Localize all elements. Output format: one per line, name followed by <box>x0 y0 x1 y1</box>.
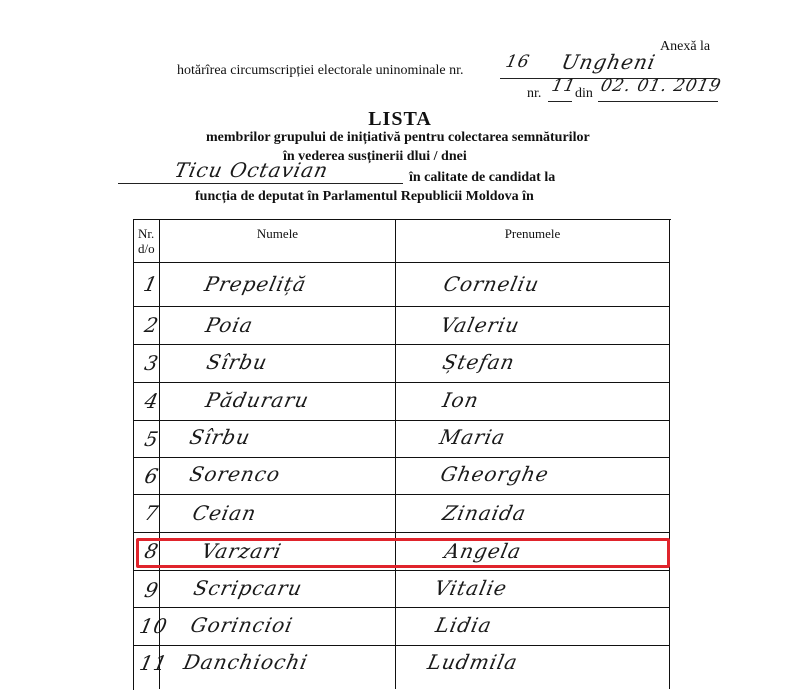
row-number: 10 <box>137 614 171 638</box>
firstname-cell: Angela <box>442 539 524 563</box>
table-row-divider <box>133 494 670 495</box>
circumscription-number: 16 <box>503 52 532 72</box>
row-number: 9 <box>142 578 162 602</box>
table-col-divider <box>669 219 670 689</box>
table-row-divider <box>133 645 670 646</box>
table-row-divider <box>133 607 670 608</box>
highlighted-row-box <box>136 538 670 568</box>
candidate-underline <box>118 183 403 184</box>
row-number: 4 <box>142 389 162 413</box>
row-number: 5 <box>142 427 162 451</box>
table-col-divider <box>395 219 396 689</box>
table-row-divider <box>133 420 670 421</box>
title-line2: în vederea susținerii dlui / dnei <box>283 149 467 164</box>
table-row-divider <box>133 344 670 345</box>
surname-cell: Păduraru <box>203 388 312 412</box>
firstname-cell: Ludmila <box>425 650 521 674</box>
page-title: LISTA <box>368 108 432 130</box>
header-prenumele: Prenumele <box>504 226 561 241</box>
circumscription-name: Ungheni <box>559 50 659 74</box>
firstname-cell: Gheorghe <box>438 462 552 486</box>
title-line3: în calitate de candidat la <box>409 170 556 185</box>
surname-cell: Prepeliță <box>202 272 309 296</box>
title-line4: funcția de deputat în Parlamentul Republicii Moldova în <box>195 189 534 204</box>
firstname-cell: Lidia <box>433 613 495 637</box>
table-row-divider <box>133 570 670 571</box>
surname-cell: Poia <box>203 313 256 337</box>
date-underline <box>598 101 718 102</box>
surname-cell: Sorenco <box>187 462 283 486</box>
surname-cell: Sîrbu <box>204 350 270 374</box>
din-label: din <box>575 86 593 101</box>
candidate-name: Ticu Octavian <box>172 158 331 182</box>
decision-text: hotărîrea circumscripției electorale uninominale nr. <box>177 63 464 78</box>
table-row-divider <box>133 306 670 307</box>
nr-underline <box>548 101 572 102</box>
firstname-cell: Corneliu <box>441 272 542 296</box>
row-number: 7 <box>142 501 162 525</box>
table-row-divider <box>133 262 670 263</box>
row-number: 2 <box>142 313 162 337</box>
firstname-cell: Valeriu <box>438 313 523 337</box>
surname-cell: Sîrbu <box>187 425 253 449</box>
row-number: 3 <box>142 351 162 375</box>
annex-label: Anexă la <box>660 39 711 54</box>
table-row-divider <box>133 457 670 458</box>
firstname-cell: Ștefan <box>440 350 518 374</box>
surname-cell: Gorincioi <box>188 613 296 637</box>
row-number: 11 <box>137 651 171 675</box>
nr-label: nr. <box>527 86 542 101</box>
header-numele: Numele <box>256 226 299 241</box>
date-value: 02. 01. 2019 <box>598 76 724 96</box>
title-line1: membrilor grupului de inițiativă pentru colectarea semnăturilor <box>206 130 590 145</box>
firstname-cell: Ion <box>440 388 482 412</box>
table-row-divider <box>133 382 670 383</box>
header-nr: Nr. d/o <box>138 226 155 256</box>
surname-cell: Scripcaru <box>191 576 305 600</box>
nr-value: 11 <box>549 76 578 96</box>
firstname-cell: Maria <box>437 425 508 449</box>
surname-cell: Varzari <box>199 539 285 563</box>
table-row-divider <box>133 532 670 533</box>
surname-cell: Ceian <box>190 501 259 525</box>
row-number: 1 <box>141 272 161 296</box>
row-number: 6 <box>142 464 162 488</box>
firstname-cell: Zinaida <box>440 501 529 525</box>
firstname-cell: Vitalie <box>432 576 510 600</box>
row-number: 8 <box>142 539 162 563</box>
surname-cell: Danchiochi <box>181 650 311 674</box>
